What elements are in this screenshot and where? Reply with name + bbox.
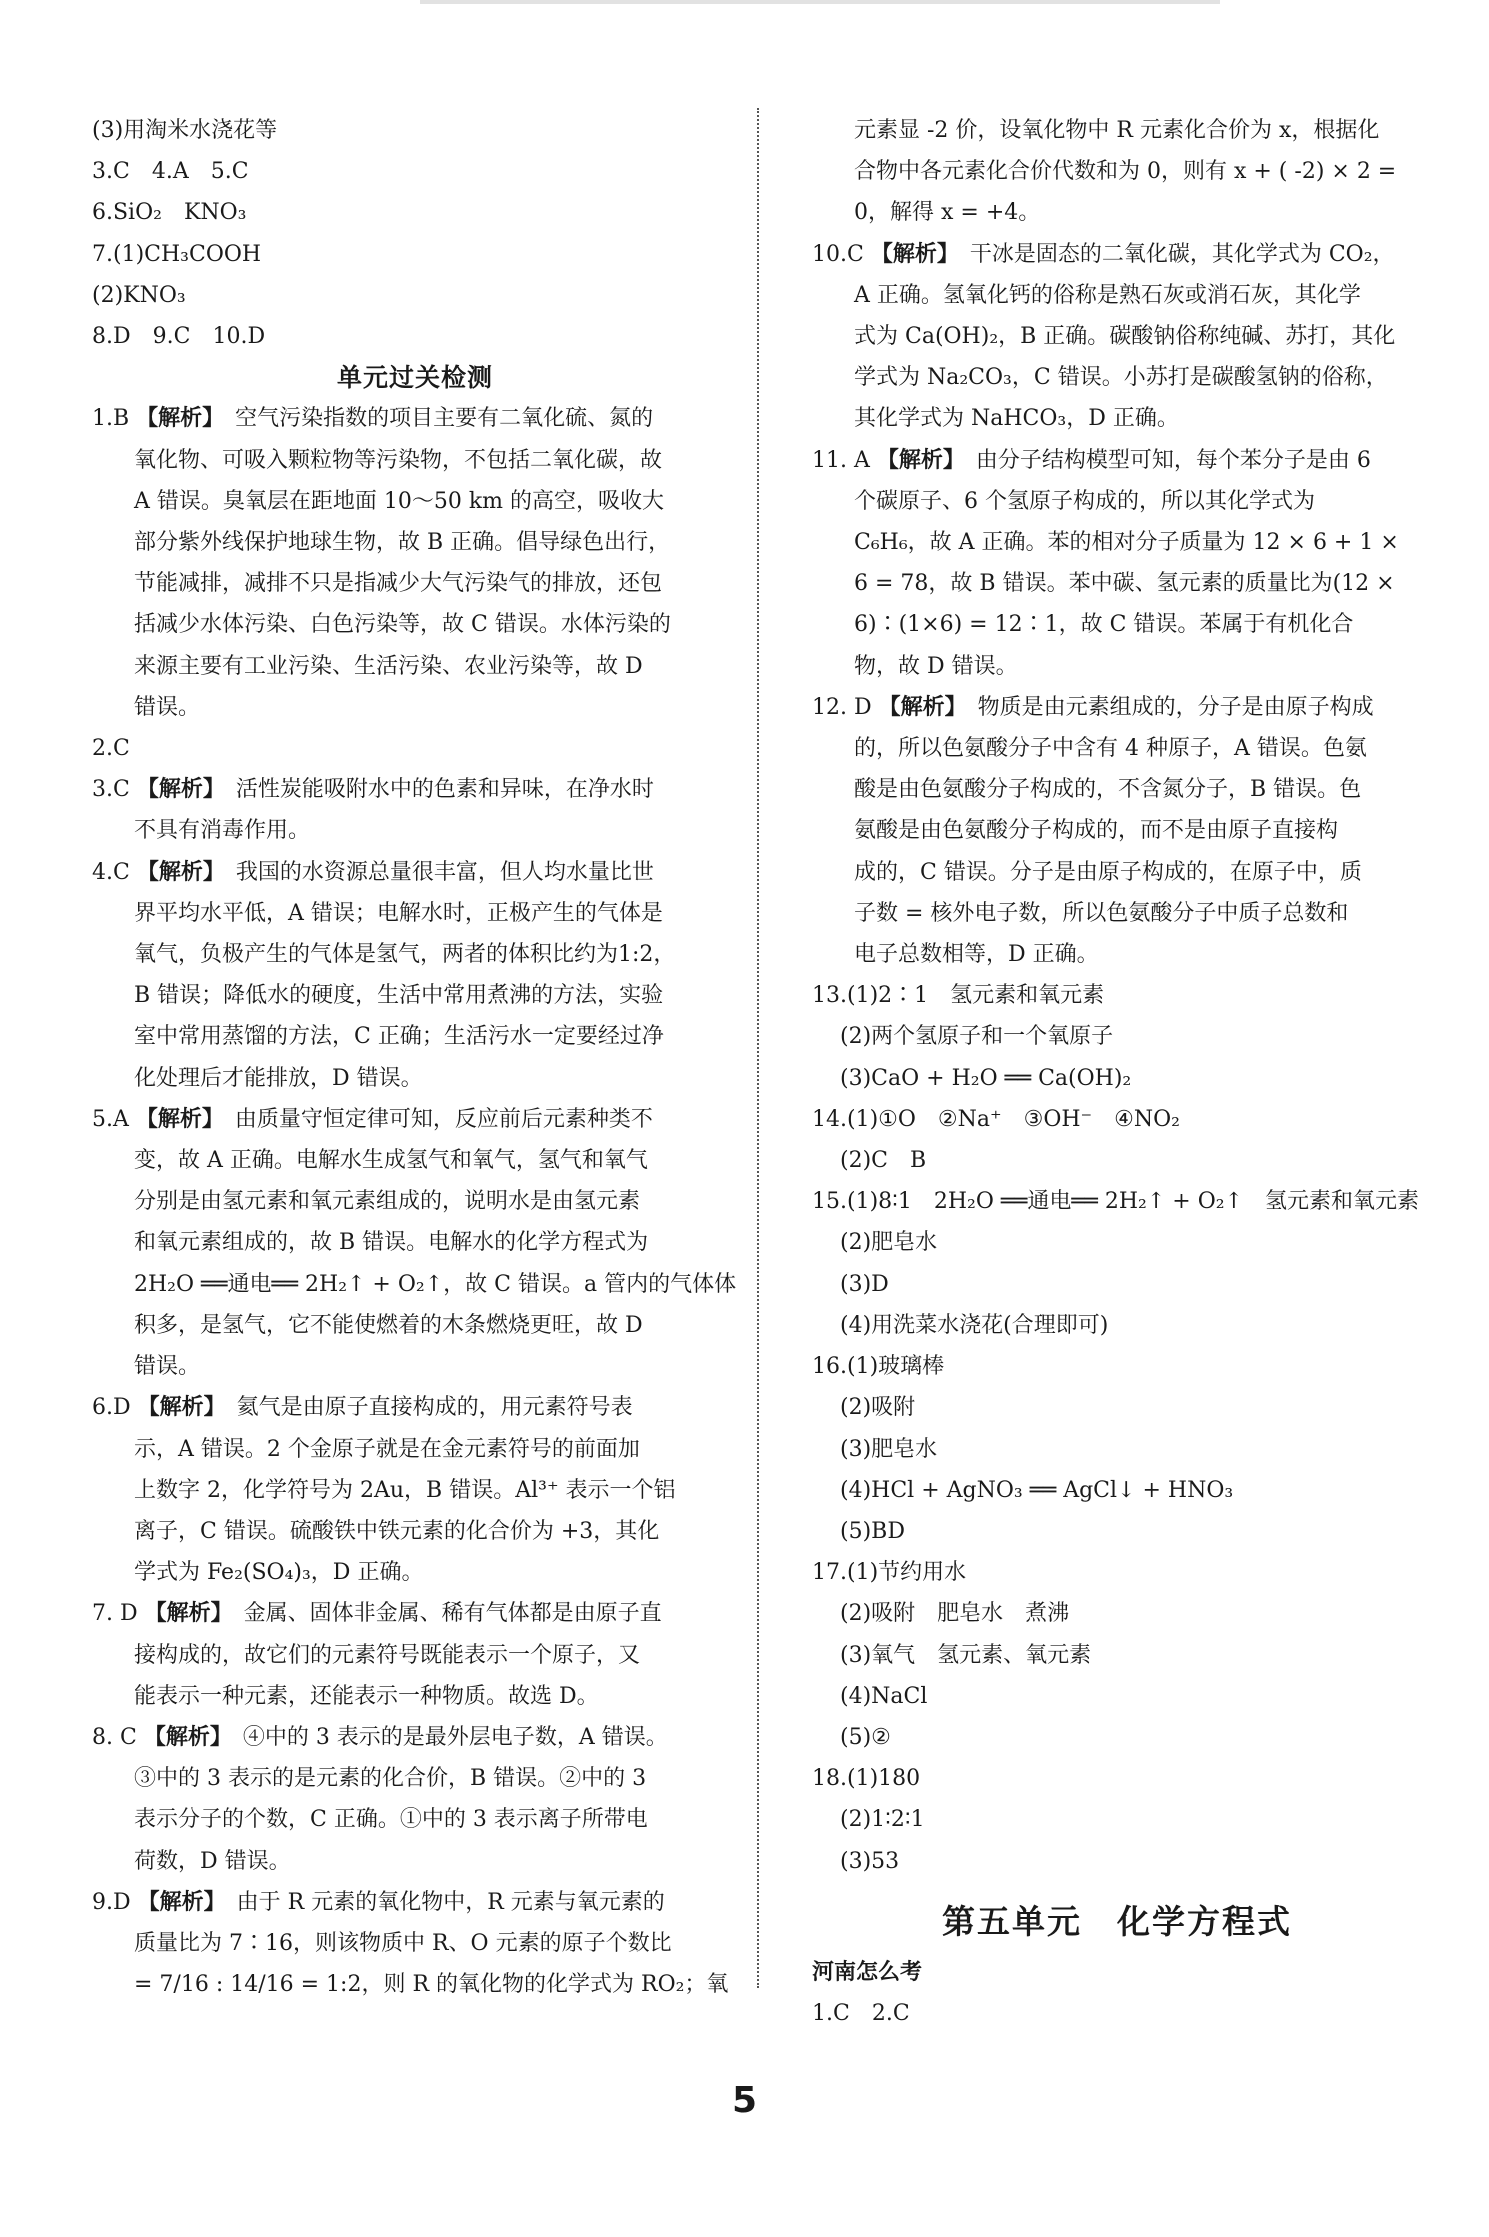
text-line: 氧化物、可吸入颗粒物等污染物，不包括二氧化碳，故	[134, 447, 663, 473]
text-line: 积多，是氢气，它不能使燃着的木条燃烧更旺，故 D	[134, 1312, 643, 1338]
text-line: 0，解得 x = +4。	[854, 200, 1041, 226]
column-divider	[757, 108, 759, 1988]
text-line: 能表示一种元素，还能表示一种物质。故选 D。	[134, 1683, 599, 1709]
text-line: 3.C 4.A 5.C	[92, 159, 249, 185]
text-line: 6)∶(1×6) = 12∶1，故 C 错误。苯属于有机化合	[854, 612, 1354, 638]
text-line: 氧气，负极产生的气体是氢气，两者的体积比约为1:2，	[134, 942, 676, 968]
text-line: 15.(1)8∶1 2H₂O ══通电══ 2H₂↑ + O₂↑ 氢元素和氧元素	[812, 1189, 1420, 1215]
text-line: 部分紫外线保护地球生物，故 B 正确。倡导绿色出行，	[134, 530, 671, 556]
text-line: 分别是由氢元素和氧元素组成的，说明水是由氢元素	[134, 1189, 641, 1215]
text-line: 6.D 【解析】 氦气是由原子直接构成的，用元素符号表	[92, 1394, 633, 1421]
text-line: 17.(1)节约用水	[812, 1560, 967, 1586]
text-line: 2.C	[92, 736, 130, 762]
text-line: 11. A 【解析】 由分子结构模型可知，每个苯分子是由 6	[812, 446, 1371, 473]
text-line: 物，故 D 错误。	[854, 653, 1018, 679]
text-line: (2)两个氢原子和一个氧原子	[840, 1024, 1114, 1050]
text-line: 6 = 78，故 B 错误。苯中碳、氢元素的质量比为(12 ×	[854, 571, 1395, 597]
text-line: 9.D 【解析】 由于 R 元素的氧化物中，R 元素与氧元素的	[92, 1888, 665, 1915]
text-line: 电子总数相等，D 正确。	[854, 942, 1099, 968]
text-line: 酸是由色氨酸分子构成的，不含氮分子，B 错误。色	[854, 777, 1362, 803]
text-line: 氨酸是由色氨酸分子构成的，而不是由原子直接构	[854, 818, 1339, 844]
text-line: = 7/16 : 14/16 = 1:2，则 R 的氧化物的化学式为 RO₂；氧	[134, 1972, 729, 1998]
text-line: (3)53	[840, 1848, 900, 1874]
text-line: (2)吸附	[840, 1395, 916, 1421]
text-line: (2)1∶2∶1	[840, 1807, 925, 1833]
text-line: 节能减排，减排不只是指减少大气污染气的排放，还包	[134, 571, 663, 597]
analysis-tag: 【解析】	[878, 693, 956, 720]
right-column-lines	[812, 110, 1422, 1882]
text-line: ③中的 3 表示的是元素的化合价，B 错误。②中的 3	[134, 1766, 647, 1792]
text-line: (2)吸附 肥皂水 煮沸	[840, 1601, 1070, 1627]
analysis-tag: 【解析】	[876, 446, 954, 473]
text-line: 6.SiO₂ KNO₃	[92, 200, 247, 226]
text-line: 上数字 2，化学符号为 2Au，B 错误。Al³⁺ 表示一个铝	[134, 1477, 676, 1503]
text-line: (3)CaO + H₂O ══ Ca(OH)₂	[840, 1065, 1132, 1091]
text-line: (4)用洗菜水浇花(合理即可)	[840, 1312, 1109, 1338]
text-line: 和氧元素组成的，故 B 错误。电解水的化学方程式为	[134, 1230, 649, 1256]
text-line: 7.(1)CH₃COOH	[92, 241, 262, 267]
analysis-tag: 【解析】	[144, 1600, 222, 1627]
text-line: 8. C 【解析】 ④中的 3 表示的是最外层电子数，A 错误。	[92, 1723, 668, 1750]
analysis-tag: 【解析】	[136, 405, 214, 432]
text-line: (3)肥皂水	[840, 1436, 938, 1462]
answer-line: 1.C 2.C	[812, 2000, 910, 2026]
text-line: 式为 Ca(OH)₂，B 正确。碳酸钠俗称纯碱、苏打，其化	[854, 324, 1396, 350]
text-line: 错误。	[134, 1354, 201, 1380]
unit-title: 第五单元 化学方程式	[942, 1901, 1292, 1941]
text-line: 子数 = 核外电子数，所以色氨酸分子中质子总数和	[854, 900, 1349, 926]
text-line: (5)②	[840, 1724, 891, 1750]
analysis-tag: 【解析】	[143, 1723, 221, 1750]
text-line: 7. D 【解析】 金属、固体非金属、稀有气体都是由原子直	[92, 1600, 662, 1627]
text-line: 接构成的，故它们的元素符号既能表示一个原子，又	[134, 1642, 641, 1668]
analysis-tag: 【解析】	[137, 1394, 215, 1421]
text-line: 其化学式为 NaHCO₃，D 正确。	[854, 406, 1179, 432]
text-line: 荷数，D 错误。	[134, 1848, 291, 1874]
text-line: 学式为 Fe₂(SO₄)₃，D 正确。	[134, 1560, 424, 1586]
text-line: 2H₂O ══通电══ 2H₂↑ + O₂↑，故 C 错误。a 管内的气体体	[134, 1271, 737, 1297]
text-line: 示，A 错误。2 个金原子就是在金元素符号的前面加	[134, 1436, 640, 1462]
text-line: 界平均水平低，A 错误；电解水时，正极产生的气体是	[134, 900, 663, 926]
text-line: (5)BD	[840, 1518, 905, 1544]
right-column	[812, 110, 1422, 2034]
text-line: 错误。	[134, 694, 201, 720]
analysis-tag: 【解析】	[137, 1888, 215, 1915]
top-edge-shadow	[420, 0, 1220, 4]
text-line: 1.B 【解析】 空气污染指数的项目主要有二氧化硫、氮的	[92, 405, 654, 432]
section-heading: 单元过关检测	[336, 363, 493, 393]
text-line: 离子，C 错误。硫酸铁中铁元素的化合价为 +3，其化	[134, 1518, 660, 1544]
text-line: 成的，C 错误。分子是由原子构成的，在原子中，质	[854, 859, 1362, 885]
analysis-tag: 【解析】	[870, 240, 948, 267]
left-column	[92, 110, 738, 2005]
text-line: (2)肥皂水	[840, 1230, 938, 1256]
text-line: 16.(1)玻璃棒	[812, 1354, 945, 1380]
analysis-tag: 【解析】	[136, 858, 214, 885]
text-line: 4.C 【解析】 我国的水资源总量很丰富，但人均水量比世	[92, 858, 654, 885]
text-line: 室中常用蒸馏的方法，C 正确；生活污水一定要经过净	[134, 1024, 664, 1050]
text-line: 5.A 【解析】 由质量守恒定律可知，反应前后元素种类不	[92, 1105, 653, 1132]
text-line: (2)KNO₃	[92, 282, 186, 308]
text-line: 括减少水体污染、白色污染等，故 C 错误。水体污染的	[134, 612, 671, 638]
subsection-title: 河南怎么考	[812, 1958, 923, 1985]
text-line: 个碳原子、6 个氢原子构成的，所以其化学式为	[854, 488, 1315, 514]
text-line: A 正确。氢氧化钙的俗称是熟石灰或消石灰，其化学	[854, 282, 1361, 308]
text-line: 化处理后才能排放，D 错误。	[134, 1065, 423, 1091]
text-line: 变，故 A 正确。电解水生成氢气和氧气，氢气和氧气	[134, 1148, 648, 1174]
text-line: 14.(1)①O ②Na⁺ ③OH⁻ ④NO₂	[812, 1106, 1180, 1132]
analysis-tag: 【解析】	[135, 1105, 213, 1132]
text-line: B 错误；降低水的硬度，生活中常用煮沸的方法，实验	[134, 983, 664, 1009]
text-line: 8.D 9.C 10.D	[92, 324, 266, 350]
text-line: (4)NaCl	[840, 1683, 928, 1709]
text-line: 不具有消毒作用。	[134, 818, 311, 844]
text-line: 合物中各元素化合价代数和为 0，则有 x + ( -2) × 2 =	[854, 159, 1397, 185]
text-line: 来源主要有工业污染、生活污染、农业污染等，故 D	[134, 653, 643, 679]
text-line: 3.C 【解析】 活性炭能吸附水中的色素和异味，在净水时	[92, 776, 654, 803]
text-line: 10.C 【解析】 干冰是固态的二氧化碳，其化学式为 CO₂，	[812, 240, 1395, 267]
text-line: 质量比为 7∶16，则该物质中 R、O 元素的原子个数比	[134, 1930, 672, 1956]
text-line: 13.(1)2∶1 氢元素和氧元素	[812, 983, 1105, 1009]
text-line: 的，所以色氨酸分子中含有 4 种原子，A 错误。色氨	[854, 736, 1367, 762]
text-line: (3)氧气 氢元素、氧元素	[840, 1642, 1092, 1668]
text-line: 表示分子的个数，C 正确。①中的 3 表示离子所带电	[134, 1807, 648, 1833]
analysis-tag: 【解析】	[136, 776, 214, 803]
text-line: 12. D 【解析】 物质是由元素组成的，分子是由原子构成	[812, 693, 1374, 720]
text-line: 元素显 -2 价，设氧化物中 R 元素化合价为 x，根据化	[854, 118, 1380, 143]
text-line: (3)D	[840, 1271, 889, 1297]
text-line: (3)用淘米水浇花等	[92, 118, 278, 143]
text-line: 学式为 Na₂CO₃，C 错误。小苏打是碳酸氢钠的俗称，	[854, 365, 1388, 391]
page-number: 5	[731, 2080, 758, 2121]
text-line: (4)HCl + AgNO₃ ══ AgCl↓ + HNO₃	[840, 1477, 1234, 1503]
text-line: (2)C B	[840, 1148, 927, 1174]
text-line: A 错误。臭氧层在距地面 10～50 km 的高空，吸收大	[134, 488, 665, 514]
text-line: 18.(1)180	[812, 1766, 921, 1792]
text-line: C₆H₆，故 A 正确。苯的相对分子质量为 12 × 6 + 1 ×	[854, 530, 1399, 556]
